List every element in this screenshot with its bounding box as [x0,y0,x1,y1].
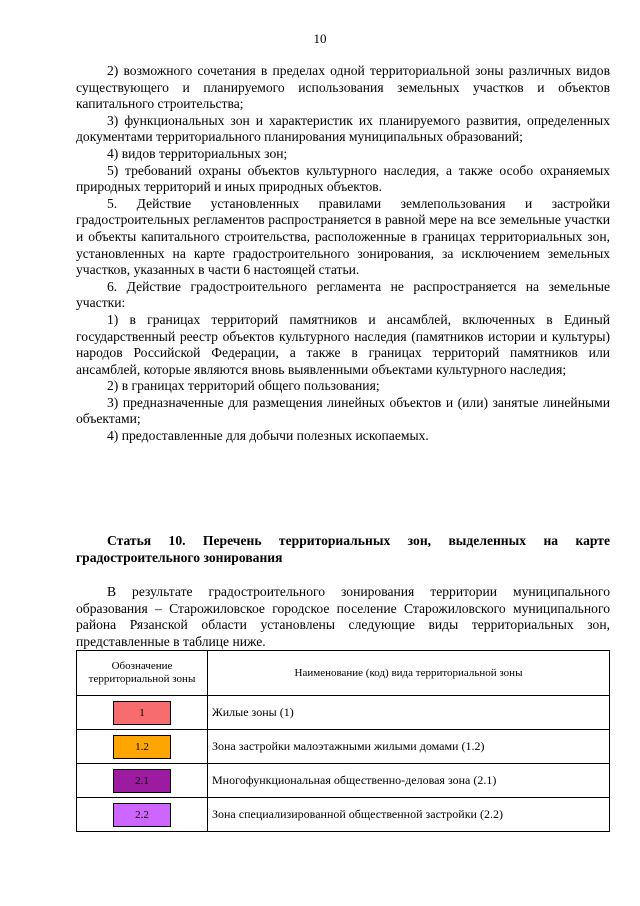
zone-swatch: 2.2 [113,803,171,827]
zone-name: Жилые зоны (1) [208,696,610,730]
paragraph: 3) функциональных зон и характеристик их планируемого развития, определенных документами территориального планирования муниципальных образований; [76,112,610,145]
table-header-row [77,651,610,696]
zone-swatch: 1.2 [113,735,171,759]
zone-code-cell [77,730,208,764]
paragraph: 1) в границах территорий памятников и ансамблей, включенных в Единый государственный реестр объектов культурного наследия (памятников истории и культуры) народов Российской Федерации, а также в границах территорий памятников или ансамблей, которые являются вновь выявленными объектами культурного наследия; [76,311,610,377]
table-row [77,696,610,730]
zone-swatch: 1 [113,701,171,725]
zone-name: Многофункциональная общественно-деловая зона (2.1) [208,764,610,798]
zone-code-cell [77,696,208,730]
zone-name: Зона застройки малоэтажными жилыми домами (1.2) [208,730,610,764]
paragraph: 2) в границах территорий общего пользования; [107,378,380,394]
paragraph: 4) предоставленные для добычи полезных ископаемых. [107,428,429,444]
zone-name: Зона специализированной общественной застройки (2.2) [208,798,610,832]
table-row [77,764,610,798]
table-row [77,730,610,764]
zone-code-cell [77,798,208,832]
article-heading: Статья 10. Перечень территориальных зон, выделенных на карте градостроительного зонирования [76,533,610,565]
intro-paragraph: В результате градостроительного зонирования территории муниципального образования – Старожиловское городское поселение Старожиловского муниципального района Рязанской области установлены следующие виды территориальных зон, представленные в таблице ниже. [76,584,610,649]
paragraph: 3) предназначенные для размещения линейных объектов и (или) занятые линейными объектами; [76,394,610,427]
zone-swatch: 2.1 [113,769,171,793]
table-row [77,798,610,832]
header-name: Наименование (код) вида территориальной зоны [208,651,610,696]
paragraph: 2) возможного сочетания в пределах одной территориальной зоны различных видов существующего и планируемого использования земельных участков и объектов капитального строительства; [76,63,610,112]
paragraph: 6. Действие градостроительного регламента не распространяется на земельные участки: [76,278,610,311]
header-code: Обозначение территориальной зоны [77,651,208,696]
paragraph: 4) видов территориальных зон; [107,145,288,161]
zones-table [76,650,610,832]
zone-code-cell [77,764,208,798]
page-number: 10 [313,31,327,46]
paragraph: 5. Действие установленных правилами землепользования и застройки градостроительных регламентов распространяется в равной мере на все земельные участки и объекты капитального строительства, расположенные в границах территориальных зон, установленных на карте градостроительного зонирования, за исключением земельных участков, указанных в части 6 настоящей статьи. [76,195,610,278]
body-text [76,63,610,445]
paragraph: 5) требований охраны объектов культурного наследия, а также особо охраняемых природных территорий и иных природных объектов. [76,162,610,195]
